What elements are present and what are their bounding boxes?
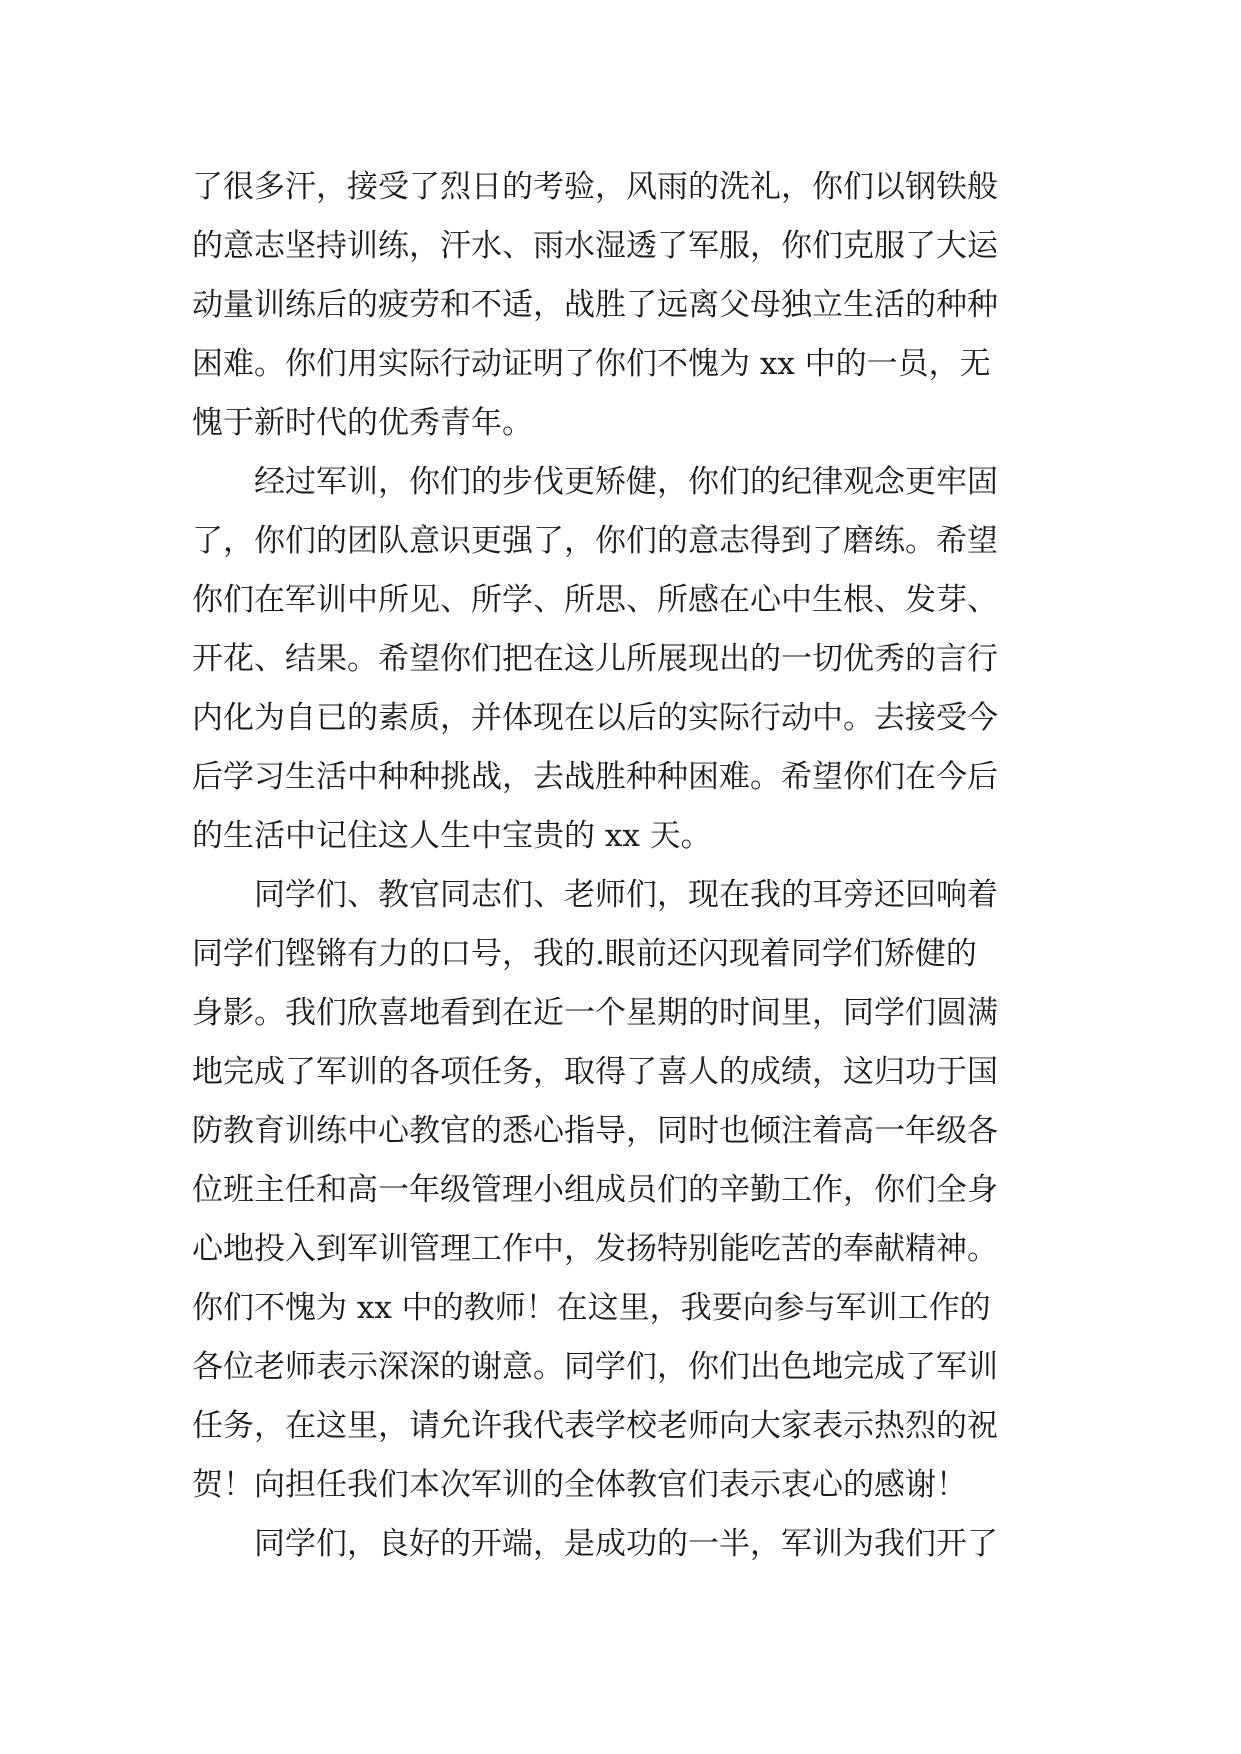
- text-line: 同学们铿锵有力的口号，我的.眼前还闪现着同学们矫健的: [192, 936, 977, 972]
- text-line: 地完成了军训的各项任务，取得了喜人的成绩，这归功于国: [192, 1054, 998, 1090]
- paragraph: [192, 1515, 1062, 1574]
- text-line: 的生活中记住这人生中宝贵的 xx 天。: [192, 818, 712, 854]
- text-line: 了，你们的团队意识更强了，你们的意志得到了磨练。希望: [192, 523, 998, 559]
- text-line: 了很多汗，接受了烈日的考验，风雨的洗礼，你们以钢铁般: [192, 169, 998, 205]
- text-line: 贺！向担任我们本次军训的全体教官们表示衷心的感谢！: [192, 1467, 967, 1503]
- paragraph: [192, 866, 1062, 1515]
- text-line: 同学们，良好的开端，是成功的一半，军训为我们开了: [254, 1526, 998, 1562]
- text-line: 各位老师表示深深的谢意。同学们，你们出色地完成了军训: [192, 1349, 998, 1385]
- text-line: 位班主任和高一年级管理小组成员们的辛勤工作，你们全身: [192, 1172, 998, 1208]
- text-line: 防教育训练中心教官的悉心指导，同时也倾注着高一年级各: [192, 1113, 998, 1149]
- text-line: 的意志坚持训练，汗水、雨水湿透了军服，你们克服了大运: [192, 228, 998, 264]
- text-line: 愧于新时代的优秀青年。: [192, 405, 533, 441]
- text-line: 动量训练后的疲劳和不适，战胜了远离父母独立生活的种种: [192, 287, 998, 323]
- text-line: 后学习生活中种种挑战，去战胜种种困难。希望你们在今后: [192, 759, 998, 795]
- text-line: 内化为自已的素质，并体现在以后的实际行动中。去接受今: [192, 700, 998, 736]
- text-line: 任务，在这里，请允许我代表学校老师向大家表示热烈的祝: [192, 1408, 998, 1444]
- paragraph: [192, 158, 1062, 453]
- text-line: 你们在军训中所见、所学、所思、所感在心中生根、发芽、: [192, 582, 998, 618]
- text-line: 你们不愧为 xx 中的教师！在这里，我要向参与军训工作的: [192, 1290, 991, 1326]
- text-line: 身影。我们欣喜地看到在近一个星期的时间里，同学们圆满: [192, 995, 998, 1031]
- text-line: 经过军训，你们的步伐更矫健，你们的纪律观念更牢固: [254, 464, 998, 500]
- text-line: 心地投入到军训管理工作中，发扬特别能吃苦的奉献精神。: [192, 1231, 998, 1267]
- document-body: [192, 158, 1062, 1574]
- paragraph: [192, 453, 1062, 866]
- text-line: 同学们、教官同志们、老师们，现在我的耳旁还回响着: [254, 877, 998, 913]
- text-line: 开花、结果。希望你们把在这儿所展现出的一切优秀的言行: [192, 641, 998, 677]
- text-line: 困难。你们用实际行动证明了你们不愧为 xx 中的一员，无: [192, 346, 991, 382]
